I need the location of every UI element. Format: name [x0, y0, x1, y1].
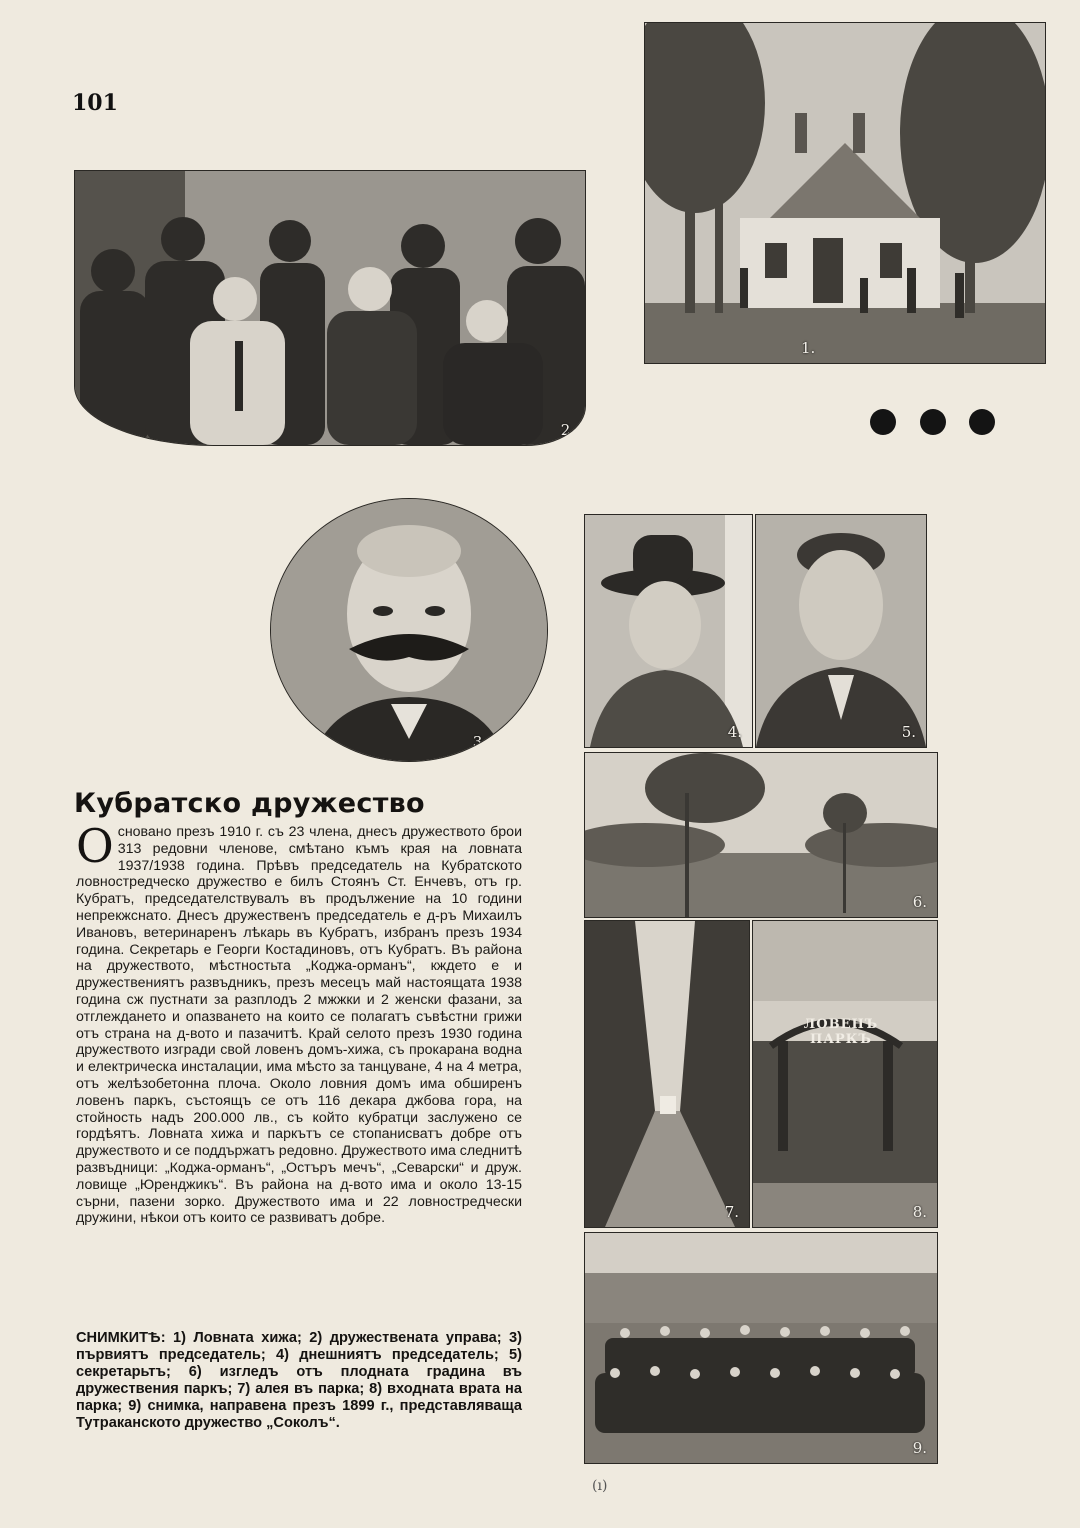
photo-caption: 3. [472, 733, 487, 751]
article-body [76, 819, 522, 1227]
photo-captions-list: СНИМКИТѢ: 1) Ловната хижа; 2) дружествената управа; 3) първиятъ председатель; 4) днешниятъ председатель; 5) секретарьтъ; 6) изгледъ отъ плодната градина въ дружествения паркъ; 7) алея въ парка; 8) входната врата на парка; 9) снимка, направена презъ 1899 г., представляваща Тутраканското дружество „Соколъ“. [76, 1330, 522, 1431]
photo-board [74, 170, 586, 446]
hut-photo-graphic [645, 23, 1045, 363]
photo-park-alley [584, 920, 750, 1228]
first-chairman-photo-graphic [271, 499, 547, 761]
bottom-mark: (ı) [592, 1478, 608, 1494]
ornament-dot [870, 409, 896, 435]
photo-caption: 2. [560, 421, 575, 439]
photo-caption: 9. [912, 1439, 927, 1457]
board-photo-graphic [75, 171, 585, 445]
alley-photo-graphic [585, 921, 749, 1227]
photo-group-1899 [584, 1232, 938, 1464]
article-body-text: сновано презъ 1910 г. съ 23 члена, днесъ дружеството брои 313 редовни членове, смѣтано къмъ края на ловната 1937/1938 година. Прѣвъ председатель на Кубратското ловностредческо дружество е билъ Стоянъ Ст. Енчевъ, отъ гр. Кубратъ, председателствувалъ въ продължение на 10 години непрекжснато. Днесъ дружественъ председатель е д-ръ Михаилъ Ивановъ, ветеринаренъ лѣкарь въ Кубратъ, избранъ презъ 1934 година. Секретарь е Георги Костадиновъ, отъ Кубратъ. Въ района на дружеството, мѣстностьта „Коджа-орманъ“, кждето е и дружествениятъ развъдникъ, презъ месецъ май настоящата 1938 година сж пустнати за разплодъ 2 мжжки и 2 женски фазани, за отглеждането и опазването на които се полагатъ съвѣстни грижи отъ страна на д-вото и пазачитѣ. Край селото презъ 1930 година дружеството изгради свой ловенъ домъ-хижа, съ прокарана водна и електрическа инсталации, има мѣсто за танцуване, 4 на 4 метра, отъ желѣзобетонна плоча. Около ловния домъ има обширенъ ловенъ паркъ, състоящъ се отъ 116 декара джбова гора, на стойность надъ 200.000 лв., съ който кубратци заслужено се гордѣятъ. Ловната хижа и паркътъ се стопанисватъ добре отъ дружеството и се поддържатъ редовно. Дружеството има следнитѣ развъдници: „Коджа-орманъ“, „Остъръ мечъ“, „Севарски“ и друж. ловище „Юренджикъ“. Въ района на д-вото има и около 13-15 сърни, пазени зорко. Дружеството има и 22 ловностредчески дружини, нѣкои отъ които се развиватъ добре. [76, 824, 522, 1227]
photo-caption: 5. [901, 723, 916, 741]
photo-first-chairman [270, 498, 548, 762]
gate-sign-text: ЛОВЕНЪ ПАРКЪ [803, 1017, 879, 1047]
photo-caption: 7. [724, 1203, 739, 1221]
photo-orchard [584, 752, 938, 918]
gate-photo-graphic [753, 921, 937, 1227]
photo-caption: 6. [912, 893, 927, 911]
article-title: Кубратско дружество [74, 788, 425, 819]
photo-caption: 1. [801, 339, 816, 357]
page-number: 101 [72, 90, 118, 116]
photo-park-gate [752, 920, 938, 1228]
orchard-photo-graphic [585, 753, 937, 917]
photo-caption: 4. [727, 723, 742, 741]
photo-current-chairman [584, 514, 753, 748]
secretary-photo-graphic [756, 515, 926, 747]
photo-hunting-hut [644, 22, 1046, 364]
ornament-dot [920, 409, 946, 435]
drop-cap: О [76, 819, 114, 873]
photo-caption: 8. [912, 1203, 927, 1221]
ornament-dot [969, 409, 995, 435]
chairman-photo-graphic [585, 515, 752, 747]
group-photo-graphic [585, 1233, 937, 1463]
photo-secretary [755, 514, 927, 748]
